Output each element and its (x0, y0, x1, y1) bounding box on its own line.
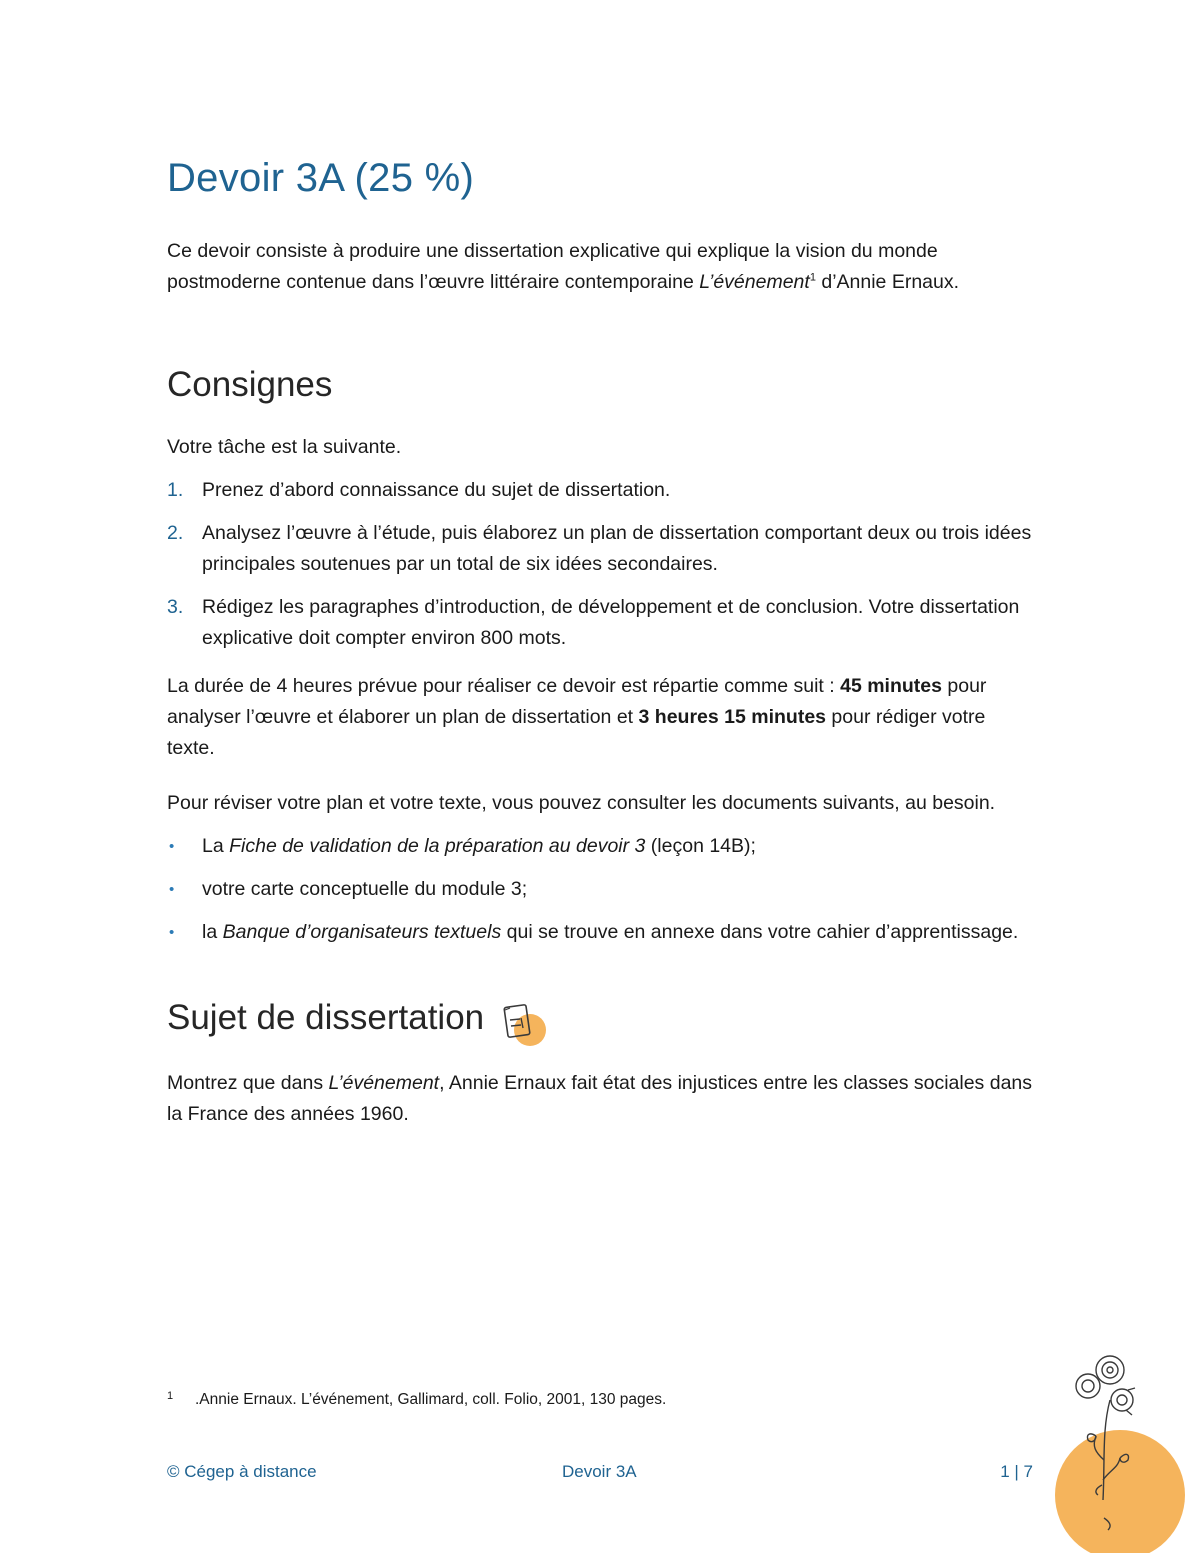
footer-page-number: 1 | 7 (1000, 1462, 1033, 1481)
doc-text-after: (leçon 14B); (645, 835, 756, 857)
review-intro: Pour réviser votre plan et votre texte, vous pouvez consulter les documents suivants, au besoin. (167, 792, 996, 814)
step-number: 2. (167, 522, 184, 544)
document-body (167, 150, 1037, 1130)
intro-text-after: d’Annie Ernaux. (815, 271, 960, 293)
duration-part1: La durée de 4 heures prévue pour réaliser ce devoir est répartie comme suit : (167, 675, 841, 697)
footer-copyright: © Cégep à distance (167, 1462, 317, 1481)
footnote-reference[interactable]: 1 (809, 271, 816, 284)
sujet-paragraph (167, 1068, 1037, 1130)
note-pencil-icon (490, 996, 550, 1048)
sujet-work-title: L’événement (328, 1072, 440, 1094)
doc-text-before: La (202, 835, 230, 857)
list-item (167, 592, 1037, 654)
footnote (167, 1390, 666, 1409)
doc-text-before: votre carte conceptuelle du module 3; (202, 878, 528, 900)
list-item (167, 917, 1037, 948)
step-number: 1. (167, 479, 184, 501)
duration-bold2: 3 heures 15 minutes (638, 706, 827, 728)
step-text: Rédigez les paragraphes d’introduction, de développement et de conclusion. Votre dissertation explicative doit compter environ 800 mots. (202, 596, 1020, 649)
duration-part3: pour rédiger votre texte. (167, 706, 986, 759)
bullet-icon: • (169, 838, 175, 855)
doc-title: Banque d’organisateurs textuels (222, 921, 502, 943)
intro-paragraph (167, 236, 1037, 298)
duration-paragraph (167, 671, 1037, 764)
doc-title: Fiche de validation de la préparation au devoir 3 (229, 835, 646, 857)
bullet-icon: • (169, 924, 175, 941)
list-item (167, 831, 1037, 862)
list-item (167, 475, 1037, 506)
doc-text-before: la (202, 921, 223, 943)
list-item (167, 518, 1037, 580)
footer-doc-title: Devoir 3A (562, 1462, 637, 1481)
footnote-text: .Annie Ernaux. L’événement, Gallimard, coll. Folio, 2001, 130 pages. (195, 1391, 667, 1408)
sujet-text-after: , Annie Ernaux fait état des injustices entre les classes sociales dans la France des années 1960. (167, 1072, 1033, 1125)
intro-text-before: Ce devoir consiste à produire une dissertation explicative qui explique la vision du monde postmoderne contenue dans l’œuvre littéraire contemporaine (167, 240, 938, 293)
steps-list (167, 475, 1037, 654)
list-item (167, 874, 1037, 905)
consignes-heading: Consignes (167, 365, 333, 404)
flower-decoration-icon (1040, 1340, 1200, 1553)
intro-work-title: L’événement (699, 271, 810, 293)
sujet-text-before: Montrez que dans (167, 1072, 329, 1094)
task-intro: Votre tâche est la suivante. (167, 436, 402, 458)
bullet-icon: • (169, 881, 175, 898)
duration-part2: pour analyser l’œuvre et élaborer un plan de dissertation et (167, 675, 987, 728)
step-number: 3. (167, 596, 184, 618)
sujet-heading-row (167, 990, 1037, 1042)
page-footer (167, 1462, 1033, 1488)
page-title: Devoir 3A (25 %) (167, 156, 475, 200)
documents-list (167, 831, 1037, 948)
sujet-heading: Sujet de dissertation (167, 998, 485, 1037)
doc-text-after: qui se trouve en annexe dans votre cahier d’apprentissage. (501, 921, 1019, 943)
footnote-number: 1 (167, 1390, 174, 1402)
duration-bold1: 45 minutes (840, 675, 942, 697)
step-text: Analysez l’œuvre à l’étude, puis élaborez un plan de dissertation comportant deux ou trois idées principales soutenues par un total de six idées secondaires. (202, 522, 1032, 575)
step-text: Prenez d’abord connaissance du sujet de dissertation. (202, 479, 671, 501)
